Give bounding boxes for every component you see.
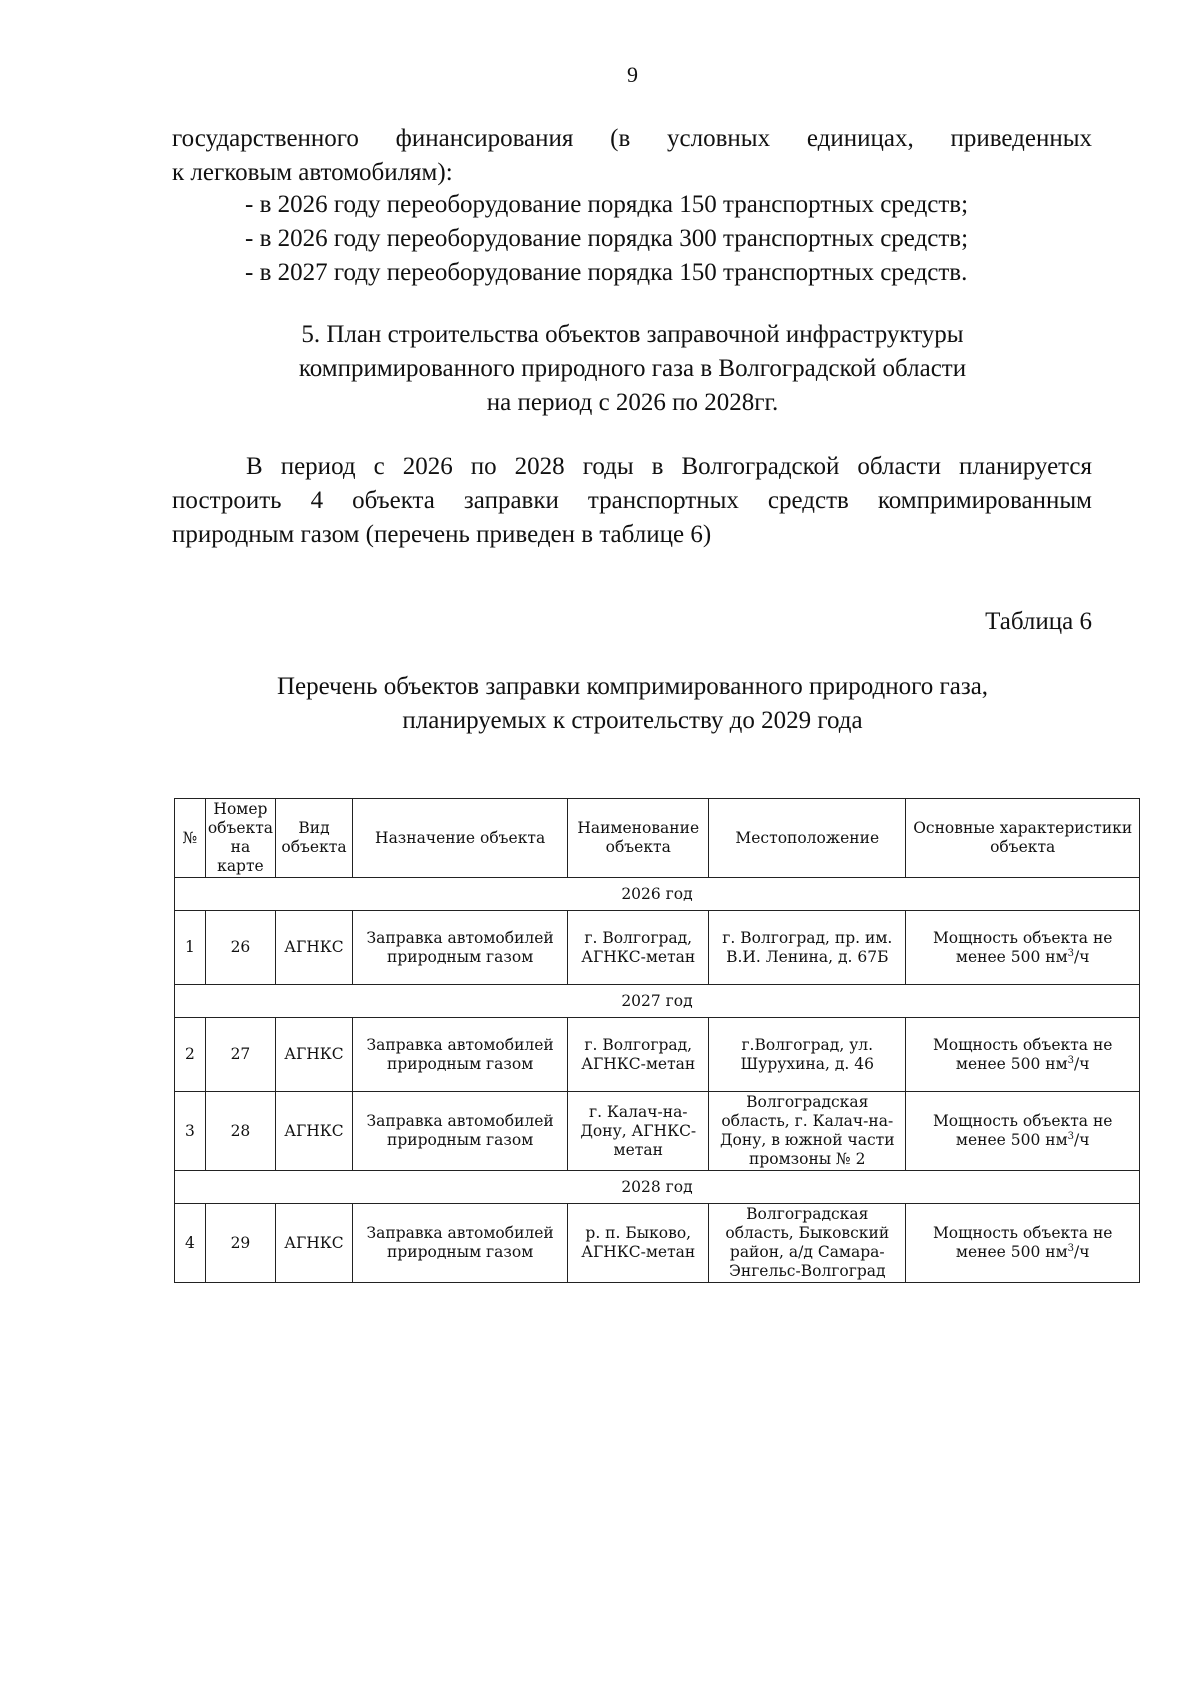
cell-number: 4 [175, 1204, 206, 1283]
cell-number: 3 [175, 1092, 206, 1171]
year-label: 2026 год [175, 878, 1140, 911]
header-object-type: Вид объекта [276, 799, 353, 878]
page-number: 9 [627, 62, 638, 87]
cell-number: 2 [175, 1018, 206, 1092]
cell-characteristics [906, 1018, 1140, 1092]
header-name: Наименование объекта [568, 799, 709, 878]
section-heading-line: компримированного природного газа в Волгоградской области [298, 355, 967, 382]
spec-superscript: 3 [1067, 947, 1075, 959]
cell-name: г. Калач-на-Дону, АГНКС-метан [568, 1092, 709, 1171]
section-heading-line: на период с 2026 по 2028гг. [486, 389, 779, 416]
bullet-item: - в 2027 году переоборудование порядка 150 транспортных средств. [245, 259, 968, 286]
cell-type: АГНКС [276, 911, 353, 985]
cell-type: АГНКС [276, 1092, 353, 1171]
intro-line-2: к легковым автомобилям): [172, 159, 453, 186]
cell-name: г. Волгоград, АГНКС-метан [568, 911, 709, 985]
cell-location: Волгоградская область, Быковский район, а/д Самара-Энгельс-Волгоград [709, 1204, 906, 1283]
table-title-line: Перечень объектов заправки компримированного природного газа, [276, 673, 989, 700]
year-group-row [175, 985, 1140, 1018]
table-title-line: планируемых к строительству до 2029 года [402, 707, 863, 734]
header-map-number: Номер объекта на карте [205, 799, 275, 878]
paragraph-line: построить 4 объекта заправки транспортных средств компримированным [172, 487, 1092, 514]
objects-table [174, 798, 1140, 1283]
spec-unit: /ч [1074, 1054, 1090, 1073]
bullet-item: - в 2026 году переоборудование порядка 150 транспортных средств; [245, 191, 969, 218]
section-heading-line: 5. План строительства объектов заправочной инфраструктуры [301, 321, 964, 348]
paragraph-line: природным газом (перечень приведен в таблице 6) [172, 521, 712, 548]
header-characteristics: Основные характеристики объекта [906, 799, 1140, 878]
cell-map-number: 27 [205, 1018, 275, 1092]
header-number: № [175, 799, 206, 878]
table-row [175, 1204, 1140, 1283]
cell-purpose: Заправка автомобилей природным газом [352, 1018, 567, 1092]
intro-line-1: государственного финансирования (в условных единицах, приведенных [172, 125, 1092, 152]
cell-location: г.Волгоград, ул. Шурухина, д. 46 [709, 1018, 906, 1092]
table-row [175, 1092, 1140, 1171]
cell-map-number: 28 [205, 1092, 275, 1171]
table-header-row [175, 799, 1140, 878]
cell-characteristics [906, 1204, 1140, 1283]
body-paragraph [172, 450, 1092, 552]
year-group-row [175, 1171, 1140, 1204]
cell-map-number: 26 [205, 911, 275, 985]
cell-map-number: 29 [205, 1204, 275, 1283]
cell-number: 1 [175, 911, 206, 985]
cell-location: Волгоградская область, г. Калач-на-Дону, в южной части промзоны № 2 [709, 1092, 906, 1171]
section-heading [0, 318, 1200, 420]
cell-name: г. Волгоград, АГНКС-метан [568, 1018, 709, 1092]
table-title [0, 670, 1200, 738]
spec-superscript: 3 [1067, 1130, 1075, 1142]
spec-unit: /ч [1074, 947, 1090, 966]
cell-characteristics [906, 1092, 1140, 1171]
year-group-row [175, 878, 1140, 911]
cell-name: р. п. Быково, АГНКС-метан [568, 1204, 709, 1283]
cell-characteristics [906, 911, 1140, 985]
paragraph-line: В период с 2026 по 2028 годы в Волгоградской области планируется [246, 453, 1092, 480]
spec-text: Мощность объекта не менее 500 нм [932, 1112, 1113, 1149]
table-row [175, 1018, 1140, 1092]
spec-superscript: 3 [1067, 1242, 1075, 1254]
cell-location: г. Волгоград, пр. им. В.И. Ленина, д. 67Б [709, 911, 906, 985]
year-label: 2027 год [175, 985, 1140, 1018]
cell-purpose: Заправка автомобилей природным газом [352, 911, 567, 985]
cell-purpose: Заправка автомобилей природным газом [352, 1092, 567, 1171]
cell-type: АГНКС [276, 1204, 353, 1283]
table-label: Таблица 6 [985, 608, 1092, 635]
year-label: 2028 год [175, 1171, 1140, 1204]
bullet-list [245, 188, 968, 290]
header-purpose: Назначение объекта [352, 799, 567, 878]
cell-purpose: Заправка автомобилей природным газом [352, 1204, 567, 1283]
spec-text: Мощность объекта не менее 500 нм [932, 928, 1113, 966]
table-row [175, 911, 1140, 985]
spec-superscript: 3 [1067, 1054, 1075, 1066]
spec-text: Мощность объекта не менее 500 нм [932, 1035, 1113, 1073]
cell-type: АГНКС [276, 1018, 353, 1092]
bullet-item: - в 2026 году переоборудование порядка 300 транспортных средств; [245, 225, 969, 252]
spec-text: Мощность объекта не менее 500 нм [932, 1224, 1113, 1261]
spec-unit: /ч [1074, 1243, 1090, 1261]
spec-unit: /ч [1074, 1131, 1090, 1149]
header-location: Местоположение [709, 799, 906, 878]
